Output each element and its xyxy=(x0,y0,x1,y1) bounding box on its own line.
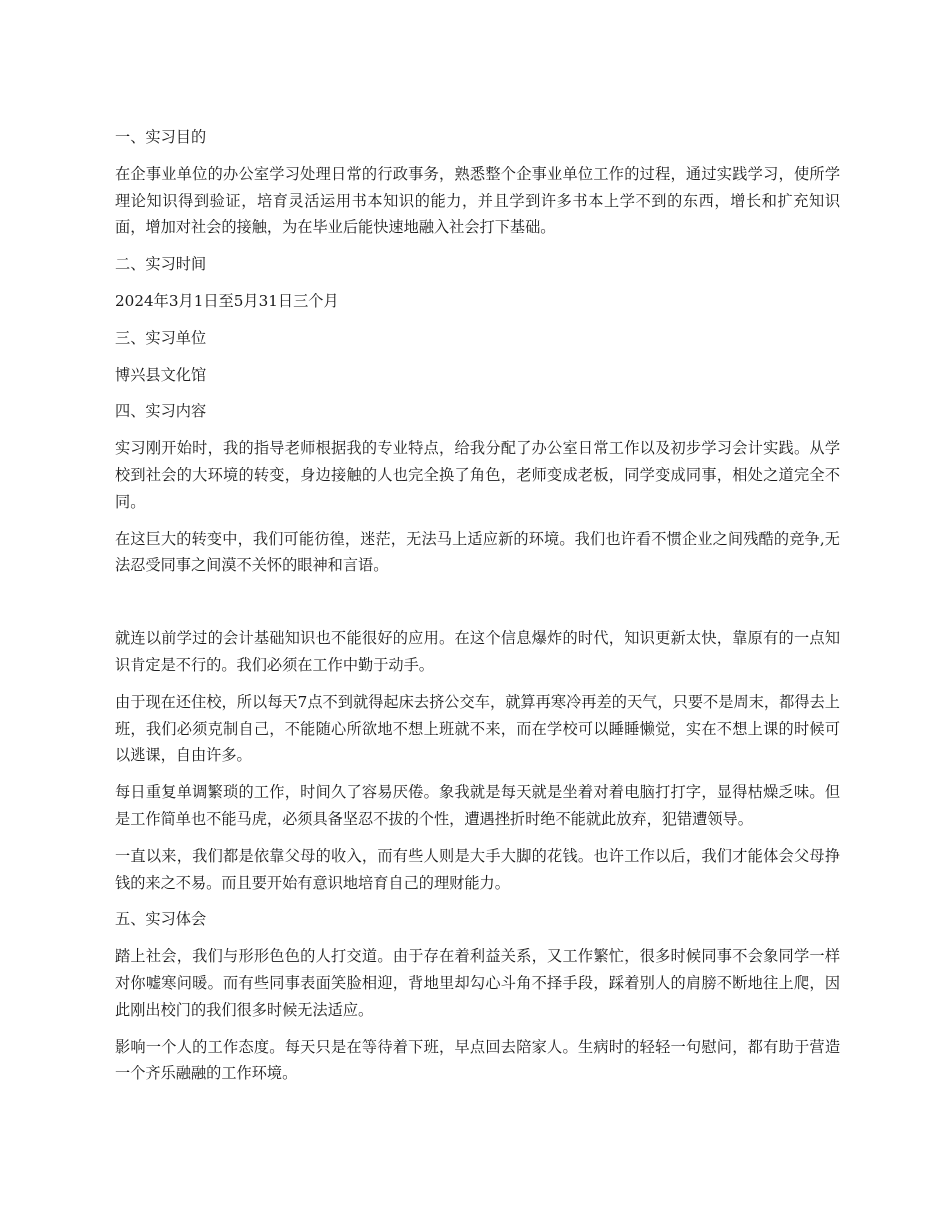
paragraph-content-3: 就连以前学过的会计基础知识也不能很好的应用。在这个信息爆炸的时代，知识更新太快，靠原有的一点知识肯定是不行的。我们必须在工作中勤于动手。 xyxy=(115,629,840,674)
paragraph-content-6: 一直以来，我们都是依靠父母的收入，而有些人则是大手大脚的花钱。也许工作以后，我们才能体会父母挣钱的来之不易。而且要开始有意识地培育自己的理财能力。 xyxy=(115,846,840,892)
paragraph-purpose: 在企事业单位的办公室学习处理日常的行政事务，熟悉整个企事业单位工作的过程，通过实践学习，使所学理论知识得到验证，培育灵活运用书本知识的能力，并且学到许多书本上学不到的东西，增长和扩充知识面，增加对社会的接触，为在毕业后能快速地融入社会打下基础。 xyxy=(115,164,840,237)
paragraph-content-2: 在这巨大的转变中，我们可能彷徨，迷茫，无法马上适应新的环境。我们也许看不惯企业之间残酷的竞争,无法忍受同事之间漠不关怀的眼神和言语。 xyxy=(115,529,840,575)
paragraph-content-4: 由于现在还住校，所以每天7点不到就得起床去挤公交车，就算再寒冷再差的天气，只要不是周末，都得去上班，我们必须克制自己，不能随心所欲地不想上班就不来，而在学校可以睡睡懒觉，实在不想上课的时候可以逃课，自由许多。 xyxy=(115,692,840,765)
section-heading-unit: 三、实习单位 xyxy=(115,328,207,347)
section-heading-content: 四、实习内容 xyxy=(115,402,207,421)
paragraph-time: 2024年3月1日至5月31日三个月 xyxy=(115,291,339,310)
section-heading-experience: 五、实习体会 xyxy=(115,910,207,929)
section-heading-time: 二、实习时间 xyxy=(115,255,207,274)
paragraph-unit: 博兴县文化馆 xyxy=(115,365,207,384)
paragraph-experience-2: 影响一个人的工作态度。每天只是在等待着下班，早点回去陪家人。生病时的轻轻一句慰问，都有助于营造一个齐乐融融的工作环境。 xyxy=(115,1037,840,1083)
paragraph-content-5: 每日重复单调繁琐的工作，时间久了容易厌倦。象我就是每天就是坐着对着电脑打打字，显得枯燥乏味。但是工作简单也不能马虎，必须具备坚忍不拔的个性，遭遇挫折时绝不能就此放弃，犯错遭领导。 xyxy=(115,783,840,828)
paragraph-experience-1: 踏上社会，我们与形形色色的人打交道。由于存在着利益关系，又工作繁忙，很多时候同事不会象同学一样对你嘘寒问暖。而有些同事表面笑脸相迎，背地里却勾心斗角不择手段，踩着别人的肩膀不断地往上爬，因此刚出校门的我们很多时候无法适应。 xyxy=(115,947,840,1019)
section-heading-purpose: 一、实习目的 xyxy=(115,128,207,146)
document-body xyxy=(115,124,840,1097)
paragraph-gap xyxy=(115,589,840,625)
paragraph-content-1: 实习刚开始时，我的指导老师根据我的专业特点，给我分配了办公室日常工作以及初步学习会计实践。从学校到社会的大环境的转变，身边接触的人也完全换了角色，老师变成老板，同学变成同事，相处之道完全不同。 xyxy=(115,439,840,511)
